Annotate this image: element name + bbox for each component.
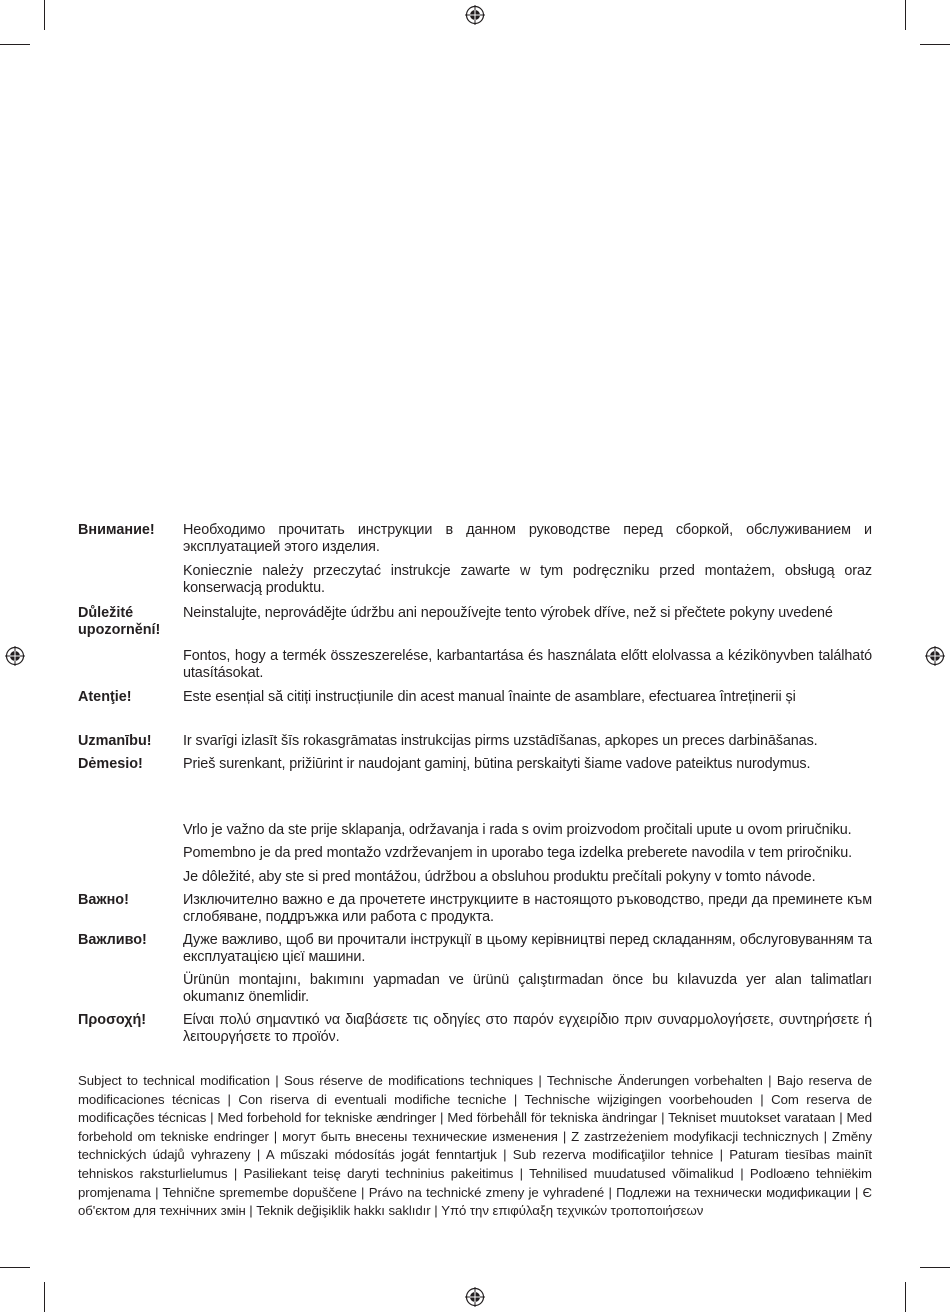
warning-row-tr [78, 972, 872, 1005]
technical-modification-notice: Subject to technical modification | Sous réserve de modifications techniques | Technische Änderungen vorbehalten | Bajo reserva de modificaciones técnicas | Con riserva di eventuali modifiche tecniche | Technische wijzigingen voorbehouden | Com reserva de modificações técnicas | Med forbehold for tekniske ændringer | Med förbehåll för tekniska ändringar | Tekniset muutokset varataan | Med forbehold om tekniske endringer | могут быть внесены технические изменения | Z zastrzeżeniem modyfikacji technicznych | Změny technických údajů vyhrazeny | A műszaki módosítás jogát fenntartjuk | Sub rezerva modificaţiilor tehnice | Paturam tiesības mainīt tehniskos raksturlielumus | Pasiliekant teisę daryti techninius pakeitimus | Tehnilised muudatused võimalikud | Podloæno tehniëkim promjenama | Tehnične spremembe dopuščene | Právo na technické zmeny je vyhradené | Подлежи на технически модификации | Є об'єктом для технічних змін | Teknik değişiklik hakkı saklıdır | Υπό την επιφύλαξη τεχνικών τροποποιήσεων [78, 1073, 872, 1219]
warning-text: Изключително важно е да прочетете инструкциите в настоящото ръководство, преди да преминете към сглобяване, поддръжка или работа с продукта. [183, 892, 872, 925]
warning-row-lt [78, 756, 872, 773]
warning-text: Este esențial să citiți instrucțiunile din acest manual înainte de asamblare, efectuarea întreținerii și [183, 689, 796, 705]
registration-mark-icon [925, 646, 945, 666]
crop-mark [0, 44, 30, 45]
registration-mark-icon [465, 1287, 485, 1307]
warning-label: Προσοχή! [78, 1012, 147, 1028]
warning-label: Важно! [78, 892, 129, 908]
crop-mark [905, 0, 906, 30]
registration-mark-icon [5, 646, 25, 666]
warning-row-hu [78, 648, 872, 681]
crop-mark [44, 1282, 45, 1312]
warning-label: Důležité upozornění! [78, 605, 161, 638]
crop-mark [920, 44, 950, 45]
warning-text: Vrlo je važno da ste prije sklapanja, održavanja i rada s ovim proizvodom pročitali upute u ovom priručniku. [183, 821, 852, 838]
warning-row-ro [78, 689, 872, 706]
warning-row-sl [78, 845, 872, 862]
warning-text: Fontos, hogy a termék összeszerelése, karbantartása és használata előtt elolvassa a kézikönyvben található utasításokat. [183, 648, 872, 681]
crop-mark [44, 0, 45, 30]
registration-mark-icon [465, 5, 485, 25]
warning-row-sk [78, 869, 872, 886]
crop-mark [905, 1282, 906, 1312]
warning-row-pl [78, 563, 872, 596]
warning-row-el [78, 1012, 872, 1045]
warning-label: Atenţie! [78, 689, 132, 705]
warning-row-uk [78, 932, 872, 965]
warning-text: Koniecznie należy przeczytać instrukcje zawarte w tym podręczniku przed montażem, obsługą oraz konserwacją produktu. [183, 563, 872, 596]
warning-label: Внимание! [78, 522, 155, 538]
warning-text: Prieš surenkant, prižiūrint ir naudojant gaminį, būtina perskaityti šiame vadove pateiktus nurodymus. [183, 756, 811, 772]
warning-label: Dėmesio! [78, 756, 143, 772]
warning-text: Дуже важливо, щоб ви прочитали інструкції в цьому керівництві перед складанням, обслуговуванням та експлуатацією цієї машини. [183, 932, 872, 965]
warning-text: Pomembno je da pred montažo vzdrževanjem in uporabo tega izdelka preberete navodila v tem priročniku. [183, 845, 853, 861]
crop-mark [920, 1267, 950, 1268]
warning-text: Ürünün montajını, bakımını yapmadan ve ürünü çalıştırmadan önce bu kılavuzda yer alan talimatları okumanız önemlidir. [183, 972, 872, 1005]
warning-row-ru [78, 522, 872, 555]
warning-row-cs [78, 605, 872, 638]
warning-row-bg [78, 892, 872, 925]
warning-text: Необходимо прочитать инструкции в данном руководстве перед сборкой, обслуживанием и эксплуатацией этого изделия. [183, 522, 872, 555]
warning-text: Neinstalujte, neprovádějte údržbu ani nepoužívejte tento výrobek dříve, než si přečtete pokyny uvedené [183, 605, 833, 621]
warning-row-lv [78, 733, 872, 750]
warning-label: Uzmanību! [78, 732, 152, 749]
warning-text: Είναι πολύ σημαντικό να διαβάσετε τις οδηγίες στο παρόν εγχειρίδιο πριν συναρμολογήσετε, συντηρήσετε ή λειτουργήσετε το προϊόν. [183, 1012, 872, 1045]
warnings-section [78, 522, 872, 1045]
crop-mark [0, 1267, 30, 1268]
warning-text: Ir svarīgi izlasīt šīs rokasgrāmatas instrukcijas pirms uzstādīšanas, apkopes un preces darbināšanas. [183, 732, 818, 749]
warning-label: Важливо! [78, 932, 147, 948]
warning-text: Je dôležité, aby ste si pred montážou, údržbou a obsluhou produktu prečítali pokyny v tomto návode. [183, 868, 816, 885]
warning-row-hr [78, 822, 872, 839]
